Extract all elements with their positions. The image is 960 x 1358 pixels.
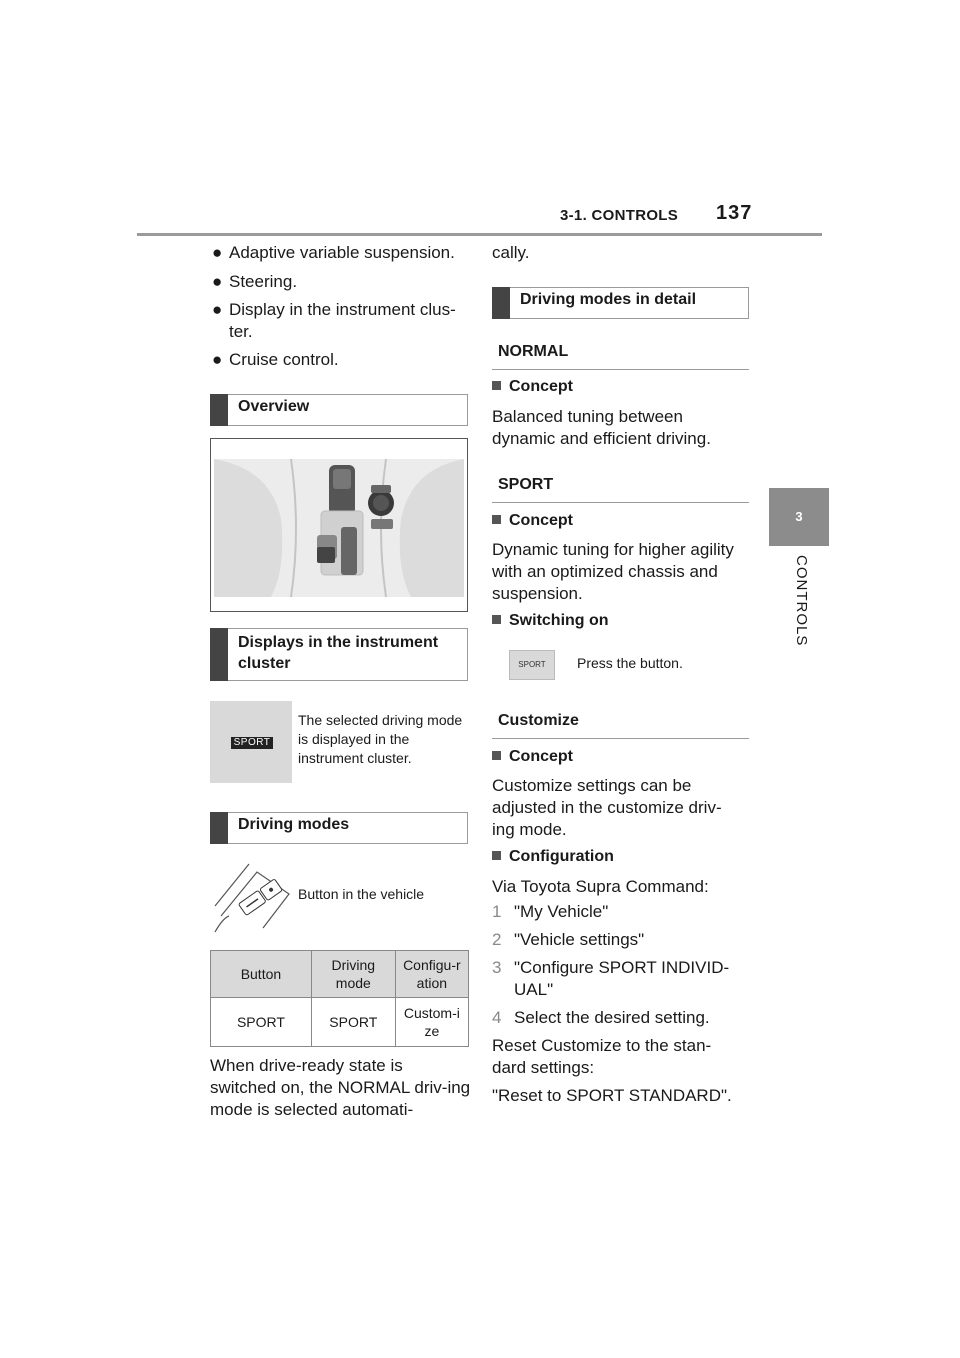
display-caption: The selected driving mode is displayed in the instrument cluster. <box>298 712 463 766</box>
reset-value: "Reset to SPORT STANDARD". <box>492 1086 732 1105</box>
list-item: ● Steering. <box>212 272 298 291</box>
detail-heading: Driving modes in detail <box>492 287 749 319</box>
list-item: ● Cruise control. <box>212 350 339 369</box>
header-rule <box>137 233 822 236</box>
table-header-cell: Configu-ration <box>395 951 468 998</box>
chapter-label-text: CONTROLS <box>793 555 810 647</box>
displays-heading: Displays in the instrument cluster <box>210 628 468 681</box>
table-header-row <box>211 951 469 998</box>
list-item: 4 Select the desired setting. <box>492 1008 710 1027</box>
table-cell: Custom-ize <box>395 998 468 1047</box>
page-number: 137 <box>716 202 753 224</box>
list-item: ● Display in the instrument clus-ter. <box>212 300 456 341</box>
table-cell: SPORT <box>211 998 312 1047</box>
drive-ready-paragraph: When drive-ready state is switched on, the NORMAL driv-ing mode is selected automati- <box>210 1056 471 1119</box>
chapter-tab: 3 <box>769 488 829 546</box>
sport-button-image: SPORT <box>509 650 555 680</box>
customize-concept-heading: Concept <box>492 748 573 766</box>
customize-heading: Customize <box>492 708 749 739</box>
via-text: Via Toyota Supra Command: <box>492 877 709 896</box>
table-header-cell: Driving mode <box>311 951 395 998</box>
button-caption: Button in the vehicle <box>298 886 425 902</box>
instrument-cluster-image <box>210 701 292 783</box>
driving-modes-heading: Driving modes <box>210 812 468 844</box>
reset-text: Reset Customize to the stan-dard settings: <box>492 1036 712 1077</box>
continuation-text: cally. <box>492 243 530 262</box>
sport-concept-heading: Concept <box>492 512 573 530</box>
press-text: Press the button. <box>577 655 683 671</box>
center-console-icon <box>211 439 467 611</box>
switching-heading: Switching on <box>492 612 609 630</box>
normal-text: Balanced tuning between dynamic and efficient driving. <box>492 407 711 448</box>
list-item: 1 "My Vehicle" <box>492 902 609 921</box>
sport-badge: SPORT <box>231 737 273 749</box>
sport-text: Dynamic tuning for higher agility with an optimized chassis and suspension. <box>492 540 734 603</box>
normal-heading: NORMAL <box>492 339 749 370</box>
chapter-tab-label <box>792 555 812 655</box>
sport-heading: SPORT <box>492 472 749 503</box>
table-header-cell: Button <box>211 951 312 998</box>
button-illustration <box>213 858 293 934</box>
list-item: ● Adaptive variable suspension. <box>212 243 455 262</box>
customize-text: Customize settings can be adjusted in the customize driv-ing mode. <box>492 776 722 839</box>
sport-button-icon <box>213 858 293 934</box>
list-item: 3 "Configure SPORT INDIVID-UAL" <box>492 958 730 999</box>
configuration-heading: Configuration <box>492 848 614 866</box>
driving-mode-table <box>210 950 469 1047</box>
table-cell: SPORT <box>311 998 395 1047</box>
console-illustration <box>210 438 468 612</box>
table-row <box>211 998 469 1047</box>
normal-concept-heading: Concept <box>492 378 573 396</box>
step-list <box>492 901 749 1029</box>
section-title: 3-1. CONTROLS <box>560 207 679 224</box>
overview-heading: Overview <box>210 394 468 426</box>
list-item: 2 "Vehicle settings" <box>492 930 645 949</box>
